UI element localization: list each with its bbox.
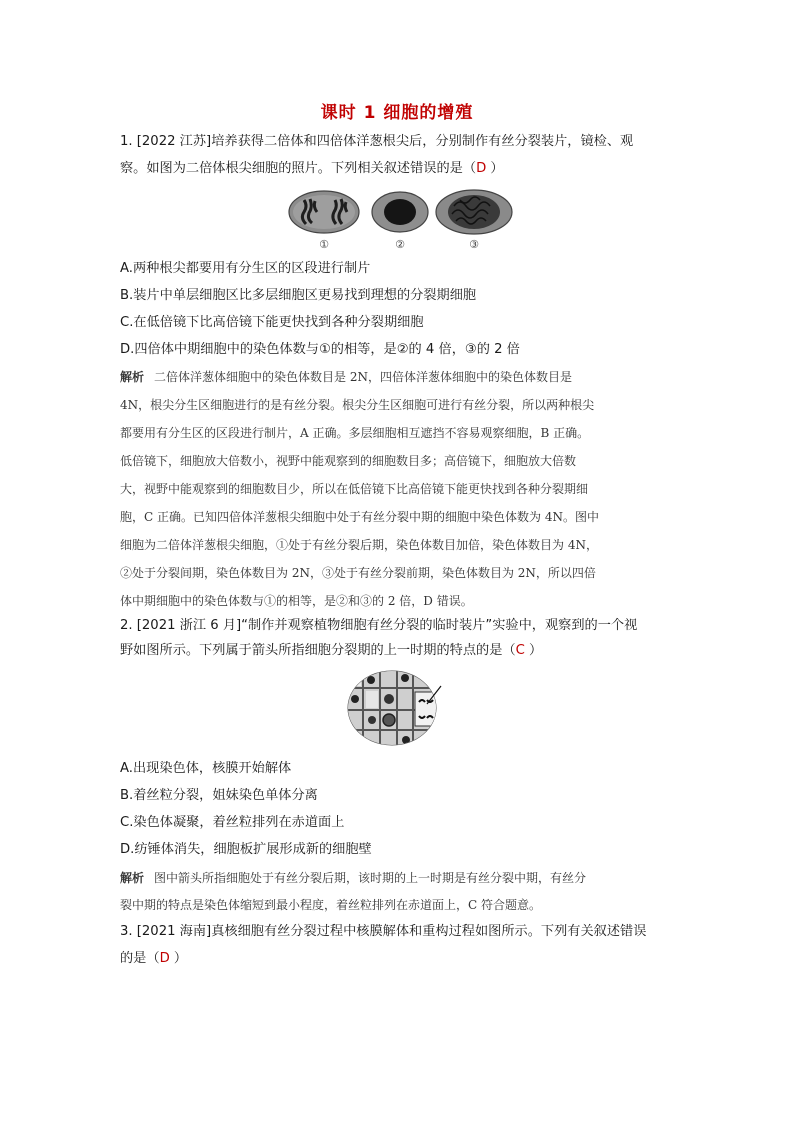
q1-explanation-line-5: 大，视野中能观察到的细胞数目少，所以在低倍镜下比高倍镜下能更快找到各种分裂期细 <box>120 482 589 496</box>
q1-option-c: C.在低倍镜下比高倍镜下能更快找到各种分裂期细胞 <box>120 315 424 330</box>
q1-explanation-line-6: 胞，C 正确。已知四倍体洋葱根尖细胞中处于有丝分裂中期的细胞中染色体数为 4N。图中 <box>120 510 599 524</box>
q2-stem-line-2 <box>120 642 542 660</box>
figure-label-3: ③ <box>469 238 479 251</box>
q1-stem-text: 察。如图为二倍体根尖细胞的照片。下列相关叙述错误的是（ <box>120 161 477 176</box>
q3-stem-close: ） <box>169 951 188 966</box>
q2-stem-close: ） <box>524 643 543 658</box>
q2-option-a: A.出现染色体，核膜开始解体 <box>120 761 292 776</box>
q1-explanation-line-3: 都要用有分生区的区段进行制片，A 正确。多层细胞相互遮挡不容易观察细胞，B 正确。 <box>120 426 590 440</box>
q3-stem-line-1: 3. [2021 海南]真核细胞有丝分裂过程中核膜解体和重构过程如图所示。下列有关叙述错误 <box>120 924 647 939</box>
q1-explanation-label: 解析 <box>120 370 145 384</box>
cell-2-interphase-image <box>372 192 428 232</box>
q2-stem-text: 野如图所示。下列属于箭头所指细胞分裂期的上一时期的特点的是（ <box>120 643 516 658</box>
q2-stem-line-1: 2. [2021 浙江 6 月]“制作并观察植物细胞有丝分裂的临时装片”实验中，观察到的一个视 <box>120 618 638 633</box>
q1-cell-figure <box>284 188 516 252</box>
q1-answer: D <box>476 161 487 176</box>
q2-explanation-line-2: 裂中期的特点是染色体缩短到最小程度，着丝粒排列在赤道面上，C 符合题意。 <box>120 898 541 912</box>
cell-3-prophase-image <box>436 190 512 234</box>
q2-explanation-label: 解析 <box>120 871 145 885</box>
page-title: 课时 1 细胞的增殖 <box>320 103 474 123</box>
q1-stem-line-1: 1. [2022 江苏]培养获得二倍体和四倍体洋葱根尖后，分别制作有丝分裂装片，镜检、观 <box>120 134 634 149</box>
q2-answer: C <box>515 643 525 658</box>
q3-stem-text: 的是（ <box>120 951 160 966</box>
q2-option-c: C.染色体凝聚，着丝粒排列在赤道面上 <box>120 815 345 830</box>
q1-explanation-line-8: ②处于分裂间期，染色体数目为 2N，③处于有丝分裂前期，染色体数目为 2N，所以四倍 <box>120 566 596 580</box>
q2-microscope-field-figure <box>347 668 447 748</box>
q3-answer: D <box>159 951 170 966</box>
q1-explanation-line-2: 4N，根尖分生区细胞进行的是有丝分裂。根尖分生区细胞可进行有丝分裂，所以两种根尖 <box>120 398 595 412</box>
q2-option-b: B.着丝粒分裂，姐妹染色单体分离 <box>120 788 318 803</box>
figure-label-2: ② <box>395 238 405 251</box>
q1-stem-close: ） <box>486 161 504 176</box>
q3-stem-line-2 <box>120 950 187 968</box>
q1-option-a: A.两种根尖都要用有分生区的区段进行制片 <box>120 261 371 276</box>
q1-explanation-line-7: 细胞为二倍体洋葱根尖细胞，①处于有丝分裂后期，染色体数目加倍，染色体数目为 4N， <box>120 538 598 552</box>
cell-1-anaphase-image <box>289 191 359 233</box>
q1-explanation-line-1: 解析 二倍体洋葱体细胞中的染色体数目是 2N，四倍体洋葱体细胞中的染色体数目是 <box>120 370 572 384</box>
q2-explanation-line-1: 解析 图中箭头所指细胞处于有丝分裂后期，该时期的上一时期是有丝分裂中期，有丝分 <box>120 871 587 885</box>
q1-stem-line-2 <box>120 160 504 178</box>
q1-option-b: B.装片中单层细胞区比多层细胞区更易找到理想的分裂期细胞 <box>120 288 477 303</box>
q2-option-d: D.纺锤体消失，细胞板扩展形成新的细胞壁 <box>120 842 372 857</box>
q1-explanation-line-9: 体中期细胞中的染色体数与①的相等，是②和③的 2 倍，D 错误。 <box>120 594 473 608</box>
q1-explanation-line-4: 低倍镜下，细胞放大倍数小，视野中能观察到的细胞数目多；高倍镜下，细胞放大倍数 <box>120 454 577 468</box>
q1-option-d: D.四倍体中期细胞中的染色体数与①的相等，是②的 4 倍，③的 2 倍 <box>120 342 520 357</box>
figure-label-1: ① <box>319 238 329 251</box>
